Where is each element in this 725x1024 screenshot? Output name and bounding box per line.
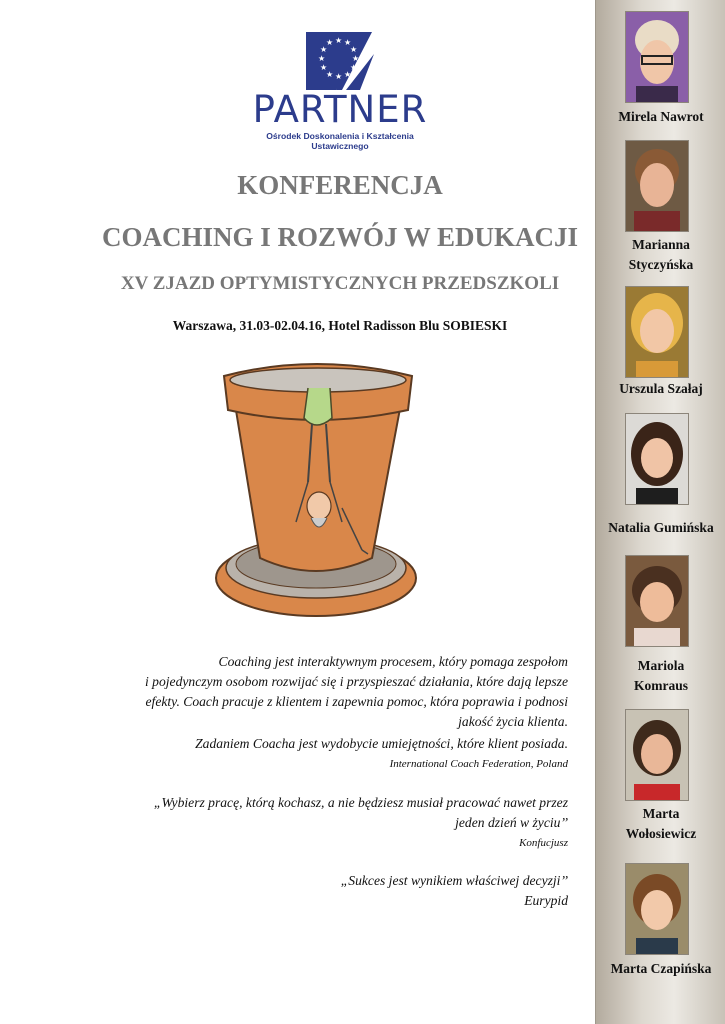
quote-line: jeden dzień w życiu’’ xyxy=(455,815,568,830)
svg-text:★: ★ xyxy=(318,54,326,63)
svg-text:★: ★ xyxy=(335,36,343,45)
venue-date: Warszawa, 31.03-02.04.16, Hotel Radisson Blu SOBIESKI xyxy=(172,318,508,333)
svg-text:★: ★ xyxy=(326,38,334,47)
speaker-name: Natalia Gumińska xyxy=(608,520,714,535)
svg-text:★: ★ xyxy=(344,38,352,47)
speaker-name: Mariola Komraus xyxy=(634,658,688,693)
quote-line: jakość życia klienta. xyxy=(458,714,568,729)
svg-text:★: ★ xyxy=(350,63,358,72)
quote-line: „Sukces jest wynikiem właściwej decyzji’’ xyxy=(340,873,568,888)
speaker-name: Mirela Nawrot xyxy=(618,109,704,124)
quote-source: Konfucjusz xyxy=(519,837,568,849)
speaker-photo xyxy=(626,864,688,954)
svg-text:★: ★ xyxy=(320,63,328,72)
eu-flag-icon xyxy=(306,32,374,90)
quote-line: Zadaniem Coacha jest wydobycie umiejętności, które klient posiada. xyxy=(195,736,568,751)
speaker-photo xyxy=(626,141,688,231)
speaker-name: Urszula Szałaj xyxy=(619,381,703,396)
conference-title: KONFERENCJA xyxy=(237,170,443,200)
svg-text:★: ★ xyxy=(344,70,352,79)
conference-subtitle: COACHING I ROZWÓJ W EDUKACJI xyxy=(101,222,579,252)
quote-line: Coaching jest interaktywnym procesem, który pomaga zespołom xyxy=(218,654,568,669)
partner-logo xyxy=(242,32,438,151)
quote-coaching xyxy=(88,652,568,732)
svg-text:★: ★ xyxy=(326,70,334,79)
svg-text:★: ★ xyxy=(335,72,343,81)
svg-text:★: ★ xyxy=(320,45,328,54)
quote-coach-task xyxy=(88,734,568,774)
speaker-photo xyxy=(626,556,688,646)
speaker-name: Marta Wołosiewicz xyxy=(625,806,697,841)
speaker-photo xyxy=(626,287,688,377)
logo-wordmark: PARTNER xyxy=(252,88,428,131)
quote-source: Eurypid xyxy=(524,893,568,908)
quote-line: efekty. Coach pracuje z klientem i zapewnia pomoc, która poprawia i podnosi xyxy=(145,694,568,709)
speaker-name: Marta Czapińska xyxy=(610,961,712,976)
quote-line: „Wybierz pracę, którą kochasz, a nie będziesz musiał pracować nawet przez xyxy=(153,795,568,810)
svg-text:★: ★ xyxy=(350,45,358,54)
quote-euripides xyxy=(88,871,568,911)
quote-line: i pojedynczym osobom rozwijać się i przyspieszać działania, które dają lepsze xyxy=(145,674,568,689)
quote-source: International Coach Federation, Poland xyxy=(389,758,568,770)
flowerpot-illustration xyxy=(212,358,422,634)
quote-confucius xyxy=(88,793,568,853)
speaker-photo xyxy=(626,710,688,800)
speaker-name: Marianna Styczyńska xyxy=(628,237,694,272)
svg-text:★: ★ xyxy=(352,54,360,63)
speaker-photo xyxy=(626,414,688,504)
conference-event: XV ZJAZD OPTYMISTYCZNYCH PRZEDSZKOLI xyxy=(120,273,560,294)
speakers-sidebar xyxy=(595,0,725,1024)
speaker-photo xyxy=(626,12,688,102)
logo-subtitle: Ośrodek Doskonalenia i Kształcenia Ustawicznego xyxy=(266,131,414,151)
